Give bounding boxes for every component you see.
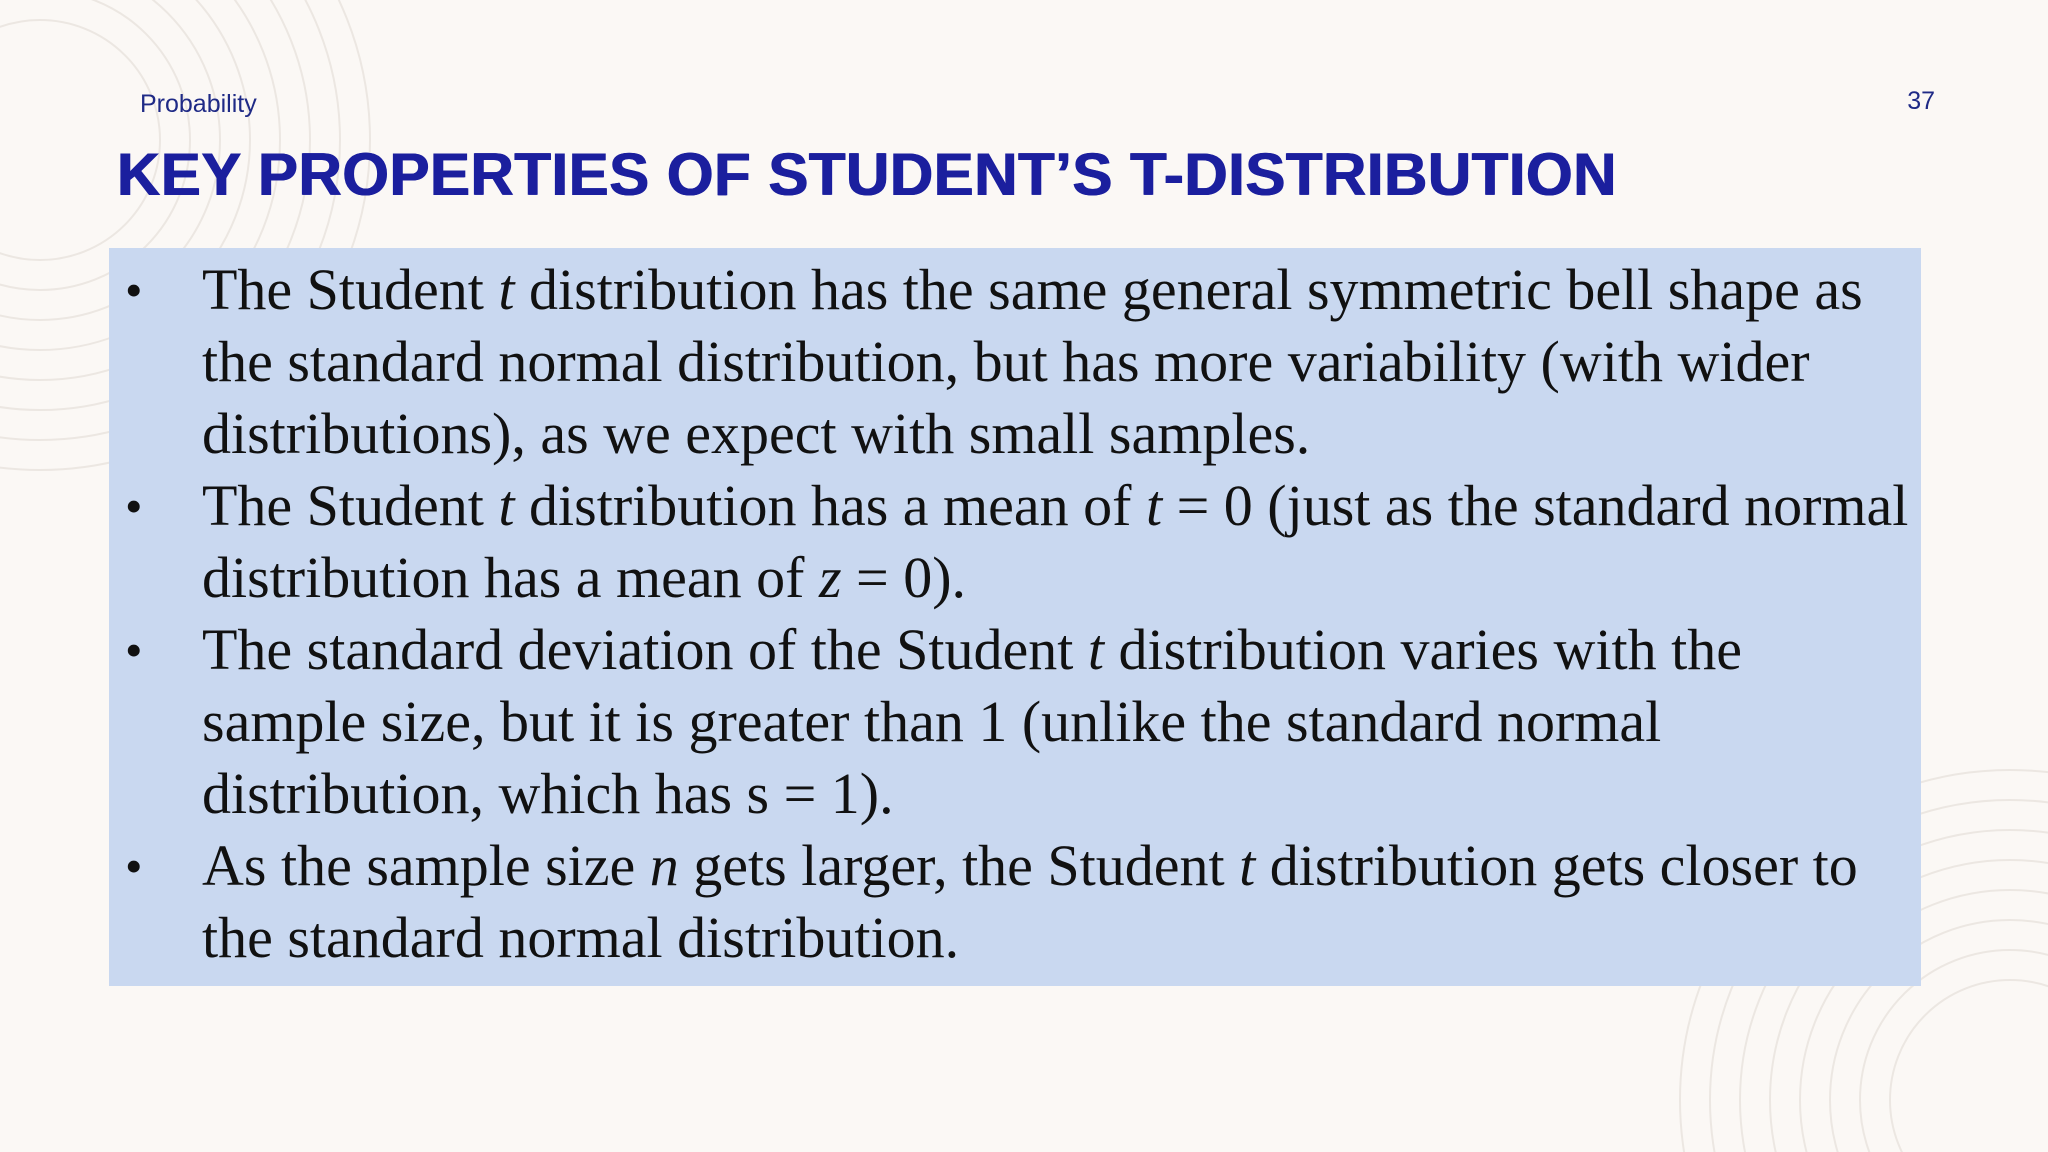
bullet-icon: • [125, 622, 143, 678]
variable-t: t [1239, 833, 1256, 898]
bullet-text: = 0 (just as the standard normal distribution has a mean of [202, 473, 1909, 610]
bullet-item [109, 254, 1921, 470]
slide-title: KEY PROPERTIES OF STUDENT’S T-DISTRIBUTION [117, 141, 1618, 208]
bullet-icon: • [125, 838, 143, 894]
section-label: Probability [140, 90, 257, 118]
bullet-text: distribution has a mean of [514, 473, 1146, 538]
bullet-text: distribution varies with the sample size, but it is greater than 1 (unlike the standard normal distribution, which has s = 1). [202, 617, 1742, 826]
variable-t: t [498, 473, 515, 538]
bullet-icon: • [125, 478, 143, 534]
bullet-text: distribution has the same general symmetric bell shape as the standard normal distribution, but has more variability (with wider distributions), as we expect with small samples. [202, 257, 1863, 466]
bullet-text: The Student [202, 257, 499, 322]
bullet-list [109, 254, 1921, 974]
bullet-item [109, 470, 1921, 614]
bullet-text: The standard deviation of the Student [202, 617, 1088, 682]
bullet-icon: • [125, 262, 143, 318]
variable-t: t [1087, 617, 1105, 682]
bullet-item [109, 614, 1921, 830]
variable-n: n [649, 833, 679, 898]
variable-z: z [818, 545, 842, 610]
bullet-text: As the sample size [202, 833, 650, 898]
content-box [109, 248, 1921, 986]
variable-t: t [1145, 473, 1163, 538]
slide-number: 37 [1907, 87, 1935, 115]
bullet-text: The Student [202, 473, 499, 538]
variable-t: t [498, 257, 515, 322]
bullet-text: gets larger, the Student [678, 833, 1240, 898]
bullet-item [109, 830, 1921, 974]
bullet-text: = 0). [841, 545, 967, 610]
bullet-text: distribution gets closer to the standard normal distribution. [202, 833, 1858, 970]
